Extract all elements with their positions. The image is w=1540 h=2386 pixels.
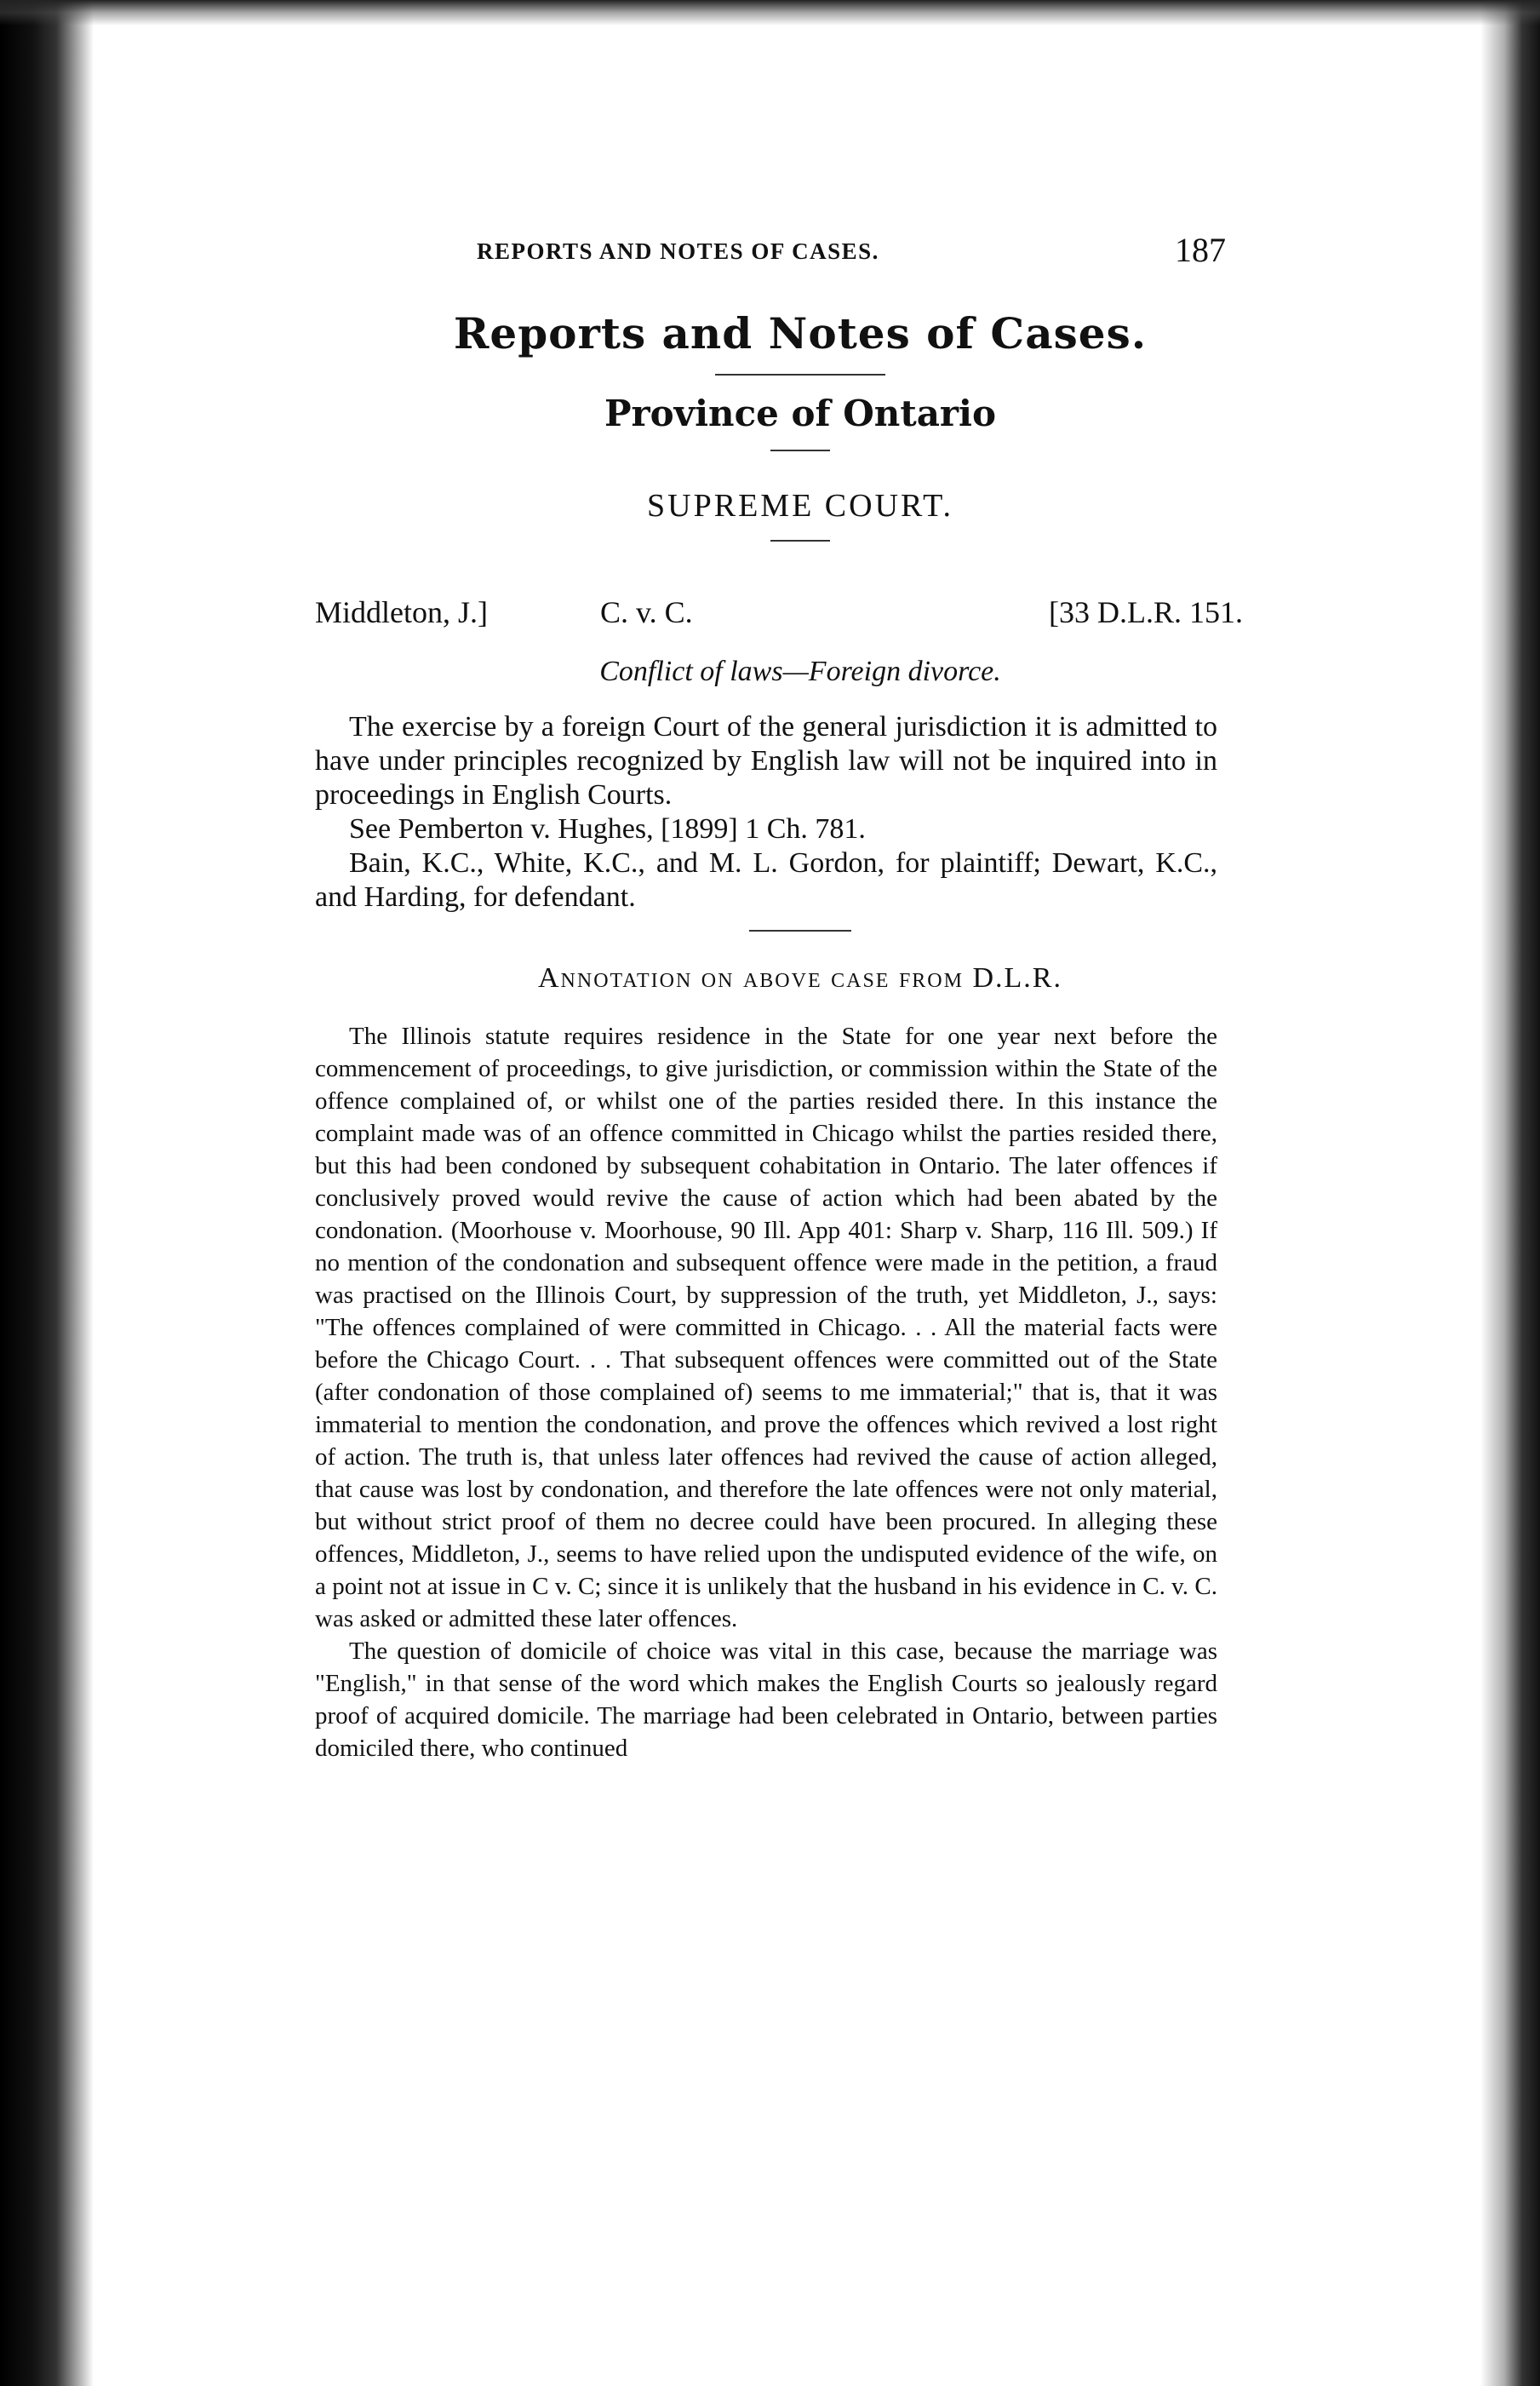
divider	[770, 450, 830, 451]
scan-shadow-top	[0, 0, 1540, 26]
running-head	[375, 230, 1226, 272]
annotation-body	[315, 1020, 1217, 1764]
headnote: The exercise by a foreign Court of the general jurisdiction it is admitted to have under principles recognized by English law will not be inquired into in proceedings in English Courts.	[315, 711, 1217, 811]
scan-shadow-right	[1480, 0, 1540, 2386]
divider	[770, 540, 830, 542]
annotation-paragraph: The question of domicile of choice was vital in this case, because the marriage was "English," in that sense of the word which makes the English Courts so jealously regard proof of acquired domicile. The marriage had been celebrated in Ontario, between parties domiciled there, who continued	[315, 1638, 1217, 1762]
see-reference: See Pemberton v. Hughes, [1899] 1 Ch. 781.	[349, 813, 866, 845]
judge-name: Middleton, J.]	[315, 595, 488, 629]
province-heading: Province of Ontario	[604, 393, 997, 434]
section-title: Reports and Notes of Cases.	[453, 308, 1148, 358]
case-citation	[315, 594, 1243, 637]
document-page	[315, 230, 1243, 1764]
annotation-paragraph: The Illinois statute requires residence in the State for one year next before the commencement of proceedings, to give jurisdiction, or commission within the State of the offence complained of, or whilst one of the parties resided there. In this instance the complaint made was of an offence committed in Chicago whilst the parties resided there, but this had been condoned by subsequent cohabitation in Ontario. The later offences if conclusively proved would revive the cause of action which had been abated by the condonation. (Moorhouse v. Moorhouse, 90 Ill. App 401: Sharp v. Sharp, 116 Ill. 509.) If no mention of the condonation and subsequent offence were made in the petition, a fraud was practised on the Illinois Court, by suppression of the truth, yet Middleton, J., says: "The offences complained of were committed in Chicago. . . All the material facts were before the Chicago Court. . . That subsequent offences were committed out of the State (after condonation of those complained of) seems to me immaterial;" that is, that it was immaterial to mention the condonation, and prove the offences which revived a lost right of action. The truth is, that unless later offences had revived the cause of action alleged, that cause was lost by condonation, and therefore the late offences were not only material, but without strict proof of them no decree could have been procured. In alleging these offences, Middleton, J., seems to have relied upon the undisputed evidence of the wife, on a point not at issue in C v. C; since it is unlikely that the husband in his evidence in C. v. C. was asked or admitted these later offences.	[315, 1023, 1217, 1632]
counsel: Bain, K.C., White, K.C., and M. L. Gordon, for plaintiff; Dewart, K.C., and Harding, for defendant.	[315, 847, 1217, 913]
divider	[749, 930, 851, 932]
case-name: C. v. C.	[600, 595, 693, 629]
scan-shadow-left	[0, 0, 94, 2386]
annotation-heading: Annotation on above case from D.L.R.	[538, 962, 1062, 994]
divider	[715, 374, 885, 376]
headnote-topic: Conflict of laws—Foreign divorce.	[599, 656, 1001, 687]
page-number: 187	[1175, 231, 1226, 269]
court-heading: SUPREME COURT.	[647, 488, 953, 524]
report-reference: [33 D.L.R. 151.	[1049, 595, 1243, 629]
running-head-title: REPORTS AND NOTES OF CASES.	[477, 238, 879, 264]
